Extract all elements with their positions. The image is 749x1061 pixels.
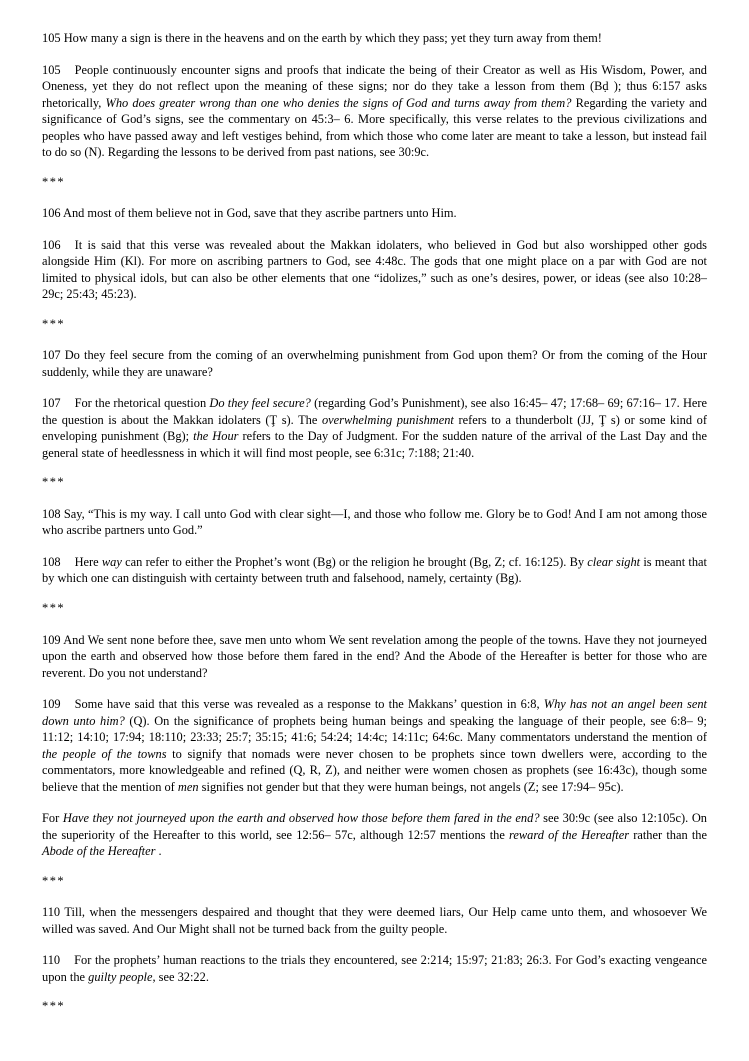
commentary-continuation-paragraph [42, 810, 707, 860]
commentary-number: 109 [42, 697, 61, 712]
body-text: can refer to either the Prophet’s wont (Bg) or the religion he brought (Bg, Z; cf. 16:125). By [121, 554, 588, 569]
body-text: signifies not gender but that they were human beings, not angels (Z; see 17:94– 95c). [198, 779, 624, 794]
verse-text: And We sent none before thee, save men unto whom We sent revelation among the people of the towns. Have they not journeyed upon the earth and observed how those before them fared in the end? And the Abode of the Hereafter is better for those who are reverent. Do you not understand? [42, 632, 708, 680]
body-text: . [155, 844, 162, 859]
section-separator: *** [42, 174, 66, 189]
commentary-paragraph [42, 952, 707, 985]
body-text: see 32:22. [155, 969, 209, 984]
emphasis-text: men [177, 779, 199, 794]
emphasis-text: overwhelming punishment [321, 412, 454, 427]
document-body [42, 30, 707, 1014]
body-text: (regarding God’s Punishment), see also 16:45– 47; 17:68– 69; 67:16– 17. Here the question is about the Makkan idolaters (Ţ s). The [42, 396, 708, 427]
body-text: For the prophets’ human reactions to the trials they encountered, see 2:214; 15:97; 21:83; 26:3. For God’s exacting vengeance upon the [42, 953, 707, 984]
body-text: For [42, 811, 63, 826]
commentary-number: 105 [42, 62, 61, 77]
section-separator: *** [42, 999, 66, 1014]
commentary-paragraph [42, 62, 707, 161]
emphasis-text: the people of the towns [42, 746, 167, 761]
body-text: see 30:9c (see also 12:105c). On the superiority of the Hereafter to this world, see 12:56– 57c, although 12:57 mentions the [42, 811, 707, 842]
verse-text: How many a sign is there in the heavens and on the earth by which they pass; yet they turn away from them! [63, 31, 602, 45]
section-separator: *** [42, 316, 66, 331]
emphasis-text: Do they feel secure? [209, 396, 311, 411]
body-text: rather than the [629, 827, 708, 842]
emphasis-text: guilty people, [88, 969, 156, 984]
verse-number: 109 [42, 632, 64, 647]
body-text: For the rhetorical question [74, 396, 210, 411]
emphasis-text: way [101, 554, 122, 569]
verse-text: Do they feel secure from the coming of an overwhelming punishment from God upon them? Or from the coming of the Hour suddenly, while they are unaware? [42, 348, 708, 379]
body-text: refers to the Day of Judgment. For the sudden nature of the arrival of the Last Day and the general state of heedlessness in which it will find most people, see 6:31c; 7:188; 21:40. [42, 429, 707, 460]
emphasis-text: the Hour [193, 429, 239, 444]
emphasis-text: Who does greater wrong than one who denies the signs of God and turns away from them? [105, 95, 572, 110]
verse-number: 110 [42, 905, 65, 920]
verse-paragraph [42, 347, 707, 380]
body-text: (Q). On the significance of prophets being human beings and speaking the language of their people, see 6:8– 9; 11:12; 14:10; 17:94; 18:110; 23:33; 25:7; 35:15; 41:6; 54:24; 14:4c; 14:11c; 64:6c. Many commentators understand the mention of [42, 713, 707, 745]
body-text: to signify that nomads were never chosen to be prophets since town dwellers were, according to the commentators, more knowledgeable and refined (Q, R, Z), and neither were women chosen as prophets (see 16:43c), though some believe that the mention of [42, 746, 707, 794]
verse-number: 107 [42, 348, 65, 363]
commentary-paragraph [42, 395, 707, 461]
body-text: Regarding the variety and significance of God’s signs, see the commentary on 45:3– 6. More specifically, this verse relates to the previous civilizations and peoples who have passed away and left vestiges behind, from which those who come later are meant to take a lesson, but instead fail to do so (N). Regarding the lessons to be derived from past nations, see 30:9c. [42, 95, 707, 159]
verse-paragraph [42, 205, 707, 222]
verse-text: Till, when the messengers despaired and thought that they were deemed liars, Our Help came unto them, and whosoever We willed was saved. And Our Might shall not be turned back from the guilty people. [42, 905, 707, 936]
body-text: People continuously encounter signs and proofs that indicate the being of their Creator as well as His Wisdom, Power, and Oneness, yet they do not reflect upon the meaning of these signs; nor do they take a lesson from them (Bḍ ); thus 6:157 asks rhetorically, [42, 62, 707, 110]
section-separator: *** [42, 475, 66, 490]
body-text: Here [74, 554, 102, 569]
emphasis-text: Abode of the Hereafter [42, 844, 156, 859]
body-text: refers to a thunderbolt (JJ, Ţ s) or some kind of enveloping punishment (Bg); [42, 412, 707, 444]
verse-number: 105 [42, 31, 64, 45]
commentary-number: 108 [42, 554, 61, 569]
emphasis-text: Why has not an angel been sent down unto him? [42, 697, 707, 728]
commentary-paragraph [42, 554, 707, 587]
verse-text: And most of them believe not in God, save that they ascribe partners unto Him. [63, 206, 457, 221]
commentary-number: 106 [42, 237, 61, 252]
section-separator: *** [42, 873, 66, 888]
emphasis-text: clear sight [587, 554, 641, 569]
emphasis-text: Have they not journeyed upon the earth and observed how those before them fared in the end? [62, 811, 540, 826]
verse-number: 108 [42, 506, 64, 521]
section-separator: *** [42, 600, 66, 615]
verse-number: 106 [42, 206, 63, 221]
verse-paragraph [42, 632, 707, 682]
emphasis-text: reward of the Hereafter [509, 827, 630, 842]
verse-paragraph [42, 506, 707, 539]
commentary-number: 107 [42, 396, 61, 411]
body-text: It is said that this verse was revealed about the Makkan idolaters, who believed in God but also worshipped other gods alongside Him (Kl). For more on ascribing partners to God, see 4:48c. The gods that one might place on a par with God are not limited to physical idols, but can also be other elements that one “idolizes,” such as one’s desires, power, or ideas (see also 10:28– 29c; 25:43; 45:23). [42, 237, 707, 302]
verse-paragraph [42, 904, 707, 937]
commentary-paragraph [42, 696, 707, 795]
verse-text: Say, “This is my way. I call unto God with clear sight—I, and those who follow me. Glory be to God! And I am not among those who ascribe partners unto God.” [42, 506, 708, 538]
body-text: Some have said that this verse was revealed as a response to the Makkans’ question in 6:8, [74, 697, 544, 712]
commentary-paragraph [42, 237, 707, 303]
commentary-number: 110 [42, 953, 61, 968]
verse-paragraph [42, 30, 707, 47]
body-text: is meant that by which one can distinguish with certainty between truth and falsehood, namely, certainty (Bg). [42, 554, 707, 586]
